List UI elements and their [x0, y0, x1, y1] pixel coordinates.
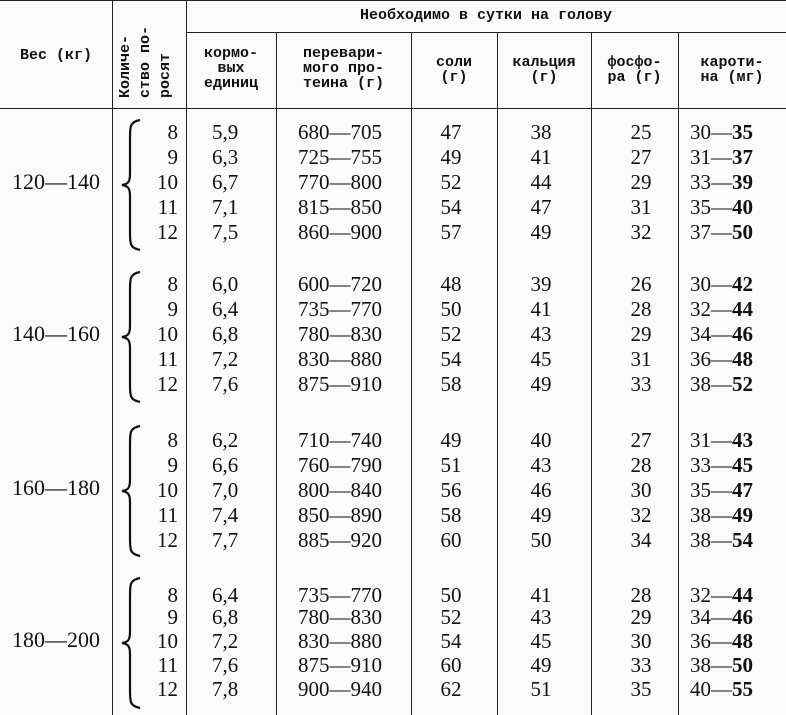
col-divider-salt	[497, 32, 498, 715]
header-phosphorus-line1: фосфо-	[607, 54, 662, 71]
header-calcium-line2: (г)	[530, 69, 558, 86]
salt-cell: 60	[440, 528, 462, 552]
feed-cell: 7,5	[212, 220, 239, 244]
protein-cell: 735—770	[298, 297, 382, 321]
salt-cell: 58	[440, 372, 462, 396]
protein-cell: 780—830	[298, 605, 382, 629]
carotene-cell	[690, 220, 753, 244]
piglets-cell: 8	[167, 272, 178, 296]
salt-cell: 50	[440, 583, 462, 607]
protein-cell: 725—755	[298, 145, 382, 169]
header-weight: Вес (кг)	[19, 47, 92, 64]
salt-cell: 50	[440, 297, 462, 321]
carotene-max: 44	[732, 297, 753, 321]
piglets-cell: 12	[157, 677, 178, 701]
header-phosphorus	[591, 55, 678, 85]
carotene-max: 46	[732, 605, 753, 629]
phosphorus-cell: 28	[630, 583, 652, 607]
salt-cell: 51	[440, 453, 462, 477]
piglets-cell: 9	[167, 453, 178, 477]
feed-cell: 6,8	[212, 605, 239, 629]
protein-cell: 900—940	[298, 677, 382, 701]
carotene-cell	[690, 503, 753, 527]
calcium-cell: 50	[530, 528, 552, 552]
weight-range: 180—200	[12, 627, 100, 652]
piglets-cell: 10	[157, 629, 178, 653]
header-calcium-line1: кальция	[512, 54, 576, 71]
table-top-rule	[0, 0, 786, 1]
phosphorus-cell: 32	[630, 220, 652, 244]
carotene-min: 36—	[690, 629, 732, 653]
header-protein	[276, 46, 411, 91]
piglets-cell: 12	[157, 372, 178, 396]
feed-cell: 7,4	[212, 503, 239, 527]
calcium-cell: 43	[530, 322, 552, 346]
header-phosphorus-line2: ра (г)	[607, 69, 662, 86]
header-feed-line2: вых	[217, 60, 245, 77]
salt-cell: 57	[440, 220, 462, 244]
header-feed-line1: кормо-	[203, 45, 258, 62]
piglets-cell: 12	[157, 528, 178, 552]
calcium-cell: 39	[530, 272, 552, 296]
protein-cell: 710—740	[298, 428, 382, 452]
piglets-cell: 11	[157, 503, 178, 527]
piglets-cell: 10	[157, 170, 178, 194]
feed-cell: 7,0	[212, 478, 239, 502]
carotene-max: 44	[732, 583, 753, 607]
salt-cell: 52	[440, 170, 462, 194]
carotene-max: 37	[732, 145, 753, 169]
header-carotene-line1: кароти-	[700, 54, 764, 71]
piglets-cell: 11	[157, 195, 178, 219]
carotene-min: 34—	[690, 322, 732, 346]
phosphorus-cell: 30	[630, 629, 652, 653]
col-divider-feed	[276, 32, 277, 715]
calcium-cell: 44	[530, 170, 552, 194]
phosphorus-cell: 28	[630, 297, 652, 321]
carotene-max: 45	[732, 453, 753, 477]
carotene-max: 50	[732, 653, 753, 677]
feed-cell: 7,6	[212, 653, 239, 677]
calcium-cell: 49	[530, 503, 552, 527]
protein-cell: 680—705	[298, 120, 382, 144]
feed-cell: 6,8	[212, 322, 239, 346]
carotene-max: 39	[732, 170, 753, 194]
feed-cell: 6,3	[212, 145, 239, 169]
protein-cell: 830—880	[298, 629, 382, 653]
carotene-min: 30—	[690, 272, 732, 296]
carotene-cell	[690, 272, 753, 296]
carotene-max: 40	[732, 195, 753, 219]
carotene-min: 38—	[690, 528, 732, 552]
piglets-cell: 9	[167, 145, 178, 169]
carotene-cell	[690, 120, 753, 144]
carotene-cell	[690, 428, 753, 452]
feed-cell: 6,2	[212, 428, 239, 452]
header-protein-line2: мого про-	[302, 60, 384, 77]
feed-cell: 6,6	[212, 453, 239, 477]
calcium-cell: 41	[530, 145, 552, 169]
feed-cell: 5,9	[212, 120, 239, 144]
header-piglets-line1: Количе-	[117, 34, 134, 98]
carotene-max: 46	[732, 322, 753, 346]
header-salt	[411, 55, 497, 85]
calcium-cell: 41	[530, 583, 552, 607]
carotene-min: 35—	[690, 478, 732, 502]
calcium-cell: 45	[530, 347, 552, 371]
phosphorus-cell: 30	[630, 478, 652, 502]
carotene-cell	[690, 605, 753, 629]
carotene-max: 43	[732, 428, 753, 452]
carotene-min: 34—	[690, 605, 732, 629]
weight-range: 140—160	[12, 321, 100, 346]
carotene-max: 50	[732, 220, 753, 244]
salt-cell: 47	[440, 120, 462, 144]
salt-cell: 54	[440, 629, 462, 653]
col-divider-calcium	[591, 32, 592, 715]
carotene-cell	[690, 453, 753, 477]
carotene-cell	[690, 653, 753, 677]
calcium-cell: 51	[530, 677, 552, 701]
carotene-max: 35	[732, 120, 753, 144]
weight-range: 120—140	[12, 169, 100, 194]
feed-cell: 7,8	[212, 677, 239, 701]
phosphorus-cell: 26	[630, 272, 652, 296]
phosphorus-cell: 28	[630, 453, 652, 477]
col-divider-protein	[411, 32, 412, 715]
calcium-cell: 46	[530, 478, 552, 502]
calcium-cell: 45	[530, 629, 552, 653]
weight-range: 160—180	[12, 475, 100, 500]
protein-cell: 780—830	[298, 322, 382, 346]
header-salt-line1: соли	[435, 54, 472, 71]
salt-cell: 58	[440, 503, 462, 527]
carotene-max: 48	[732, 629, 753, 653]
salt-cell: 52	[440, 605, 462, 629]
phosphorus-cell: 35	[630, 677, 652, 701]
carotene-cell	[690, 322, 753, 346]
salt-cell: 60	[440, 653, 462, 677]
phosphorus-cell: 25	[630, 120, 652, 144]
calcium-cell: 49	[530, 372, 552, 396]
phosphorus-cell: 27	[630, 428, 652, 452]
header-calcium	[497, 55, 591, 85]
phosphorus-cell: 31	[630, 195, 652, 219]
feed-cell: 7,1	[212, 195, 239, 219]
carotene-cell	[690, 478, 753, 502]
header-carotene-line2: на (мг)	[700, 69, 764, 86]
salt-cell: 62	[440, 677, 462, 701]
piglets-cell: 8	[167, 120, 178, 144]
protein-cell: 850—890	[298, 503, 382, 527]
salt-cell: 54	[440, 195, 462, 219]
piglets-cell: 8	[167, 583, 178, 607]
carotene-min: 40—	[690, 677, 732, 701]
carotene-cell	[690, 297, 753, 321]
phosphorus-cell: 33	[630, 653, 652, 677]
carotene-cell	[690, 195, 753, 219]
calcium-cell: 49	[530, 220, 552, 244]
phosphorus-cell: 27	[630, 145, 652, 169]
carotene-min: 37—	[690, 220, 732, 244]
col-divider-piglets	[186, 0, 187, 715]
header-feed-line3: единиц	[203, 75, 258, 92]
carotene-min: 32—	[690, 583, 732, 607]
piglets-cell: 10	[157, 478, 178, 502]
carotene-cell	[690, 583, 753, 607]
phosphorus-cell: 33	[630, 372, 652, 396]
salt-cell: 49	[440, 428, 462, 452]
col-divider-weight	[112, 0, 113, 715]
carotene-min: 33—	[690, 170, 732, 194]
carotene-cell	[690, 528, 753, 552]
salt-cell: 49	[440, 145, 462, 169]
carotene-min: 30—	[690, 120, 732, 144]
salt-cell: 52	[440, 322, 462, 346]
feed-cell: 6,0	[212, 272, 239, 296]
piglets-cell: 9	[167, 297, 178, 321]
feed-cell: 6,4	[212, 297, 239, 321]
salt-cell: 56	[440, 478, 462, 502]
carotene-max: 47	[732, 478, 753, 502]
piglets-cell: 8	[167, 428, 178, 452]
phosphorus-cell: 34	[630, 528, 652, 552]
protein-cell: 885—920	[298, 528, 382, 552]
protein-cell: 760—790	[298, 453, 382, 477]
carotene-min: 33—	[690, 453, 732, 477]
carotene-cell	[690, 372, 753, 396]
calcium-cell: 47	[530, 195, 552, 219]
protein-cell: 800—840	[298, 478, 382, 502]
carotene-cell	[690, 347, 753, 371]
calcium-cell: 49	[530, 653, 552, 677]
salt-cell: 54	[440, 347, 462, 371]
carotene-max: 42	[732, 272, 753, 296]
feed-cell: 6,7	[212, 170, 239, 194]
header-group: Необходимо в сутки на голову	[359, 7, 613, 24]
salt-cell: 48	[440, 272, 462, 296]
piglets-cell: 11	[157, 347, 178, 371]
carotene-cell	[690, 629, 753, 653]
carotene-max: 52	[732, 372, 753, 396]
header-carotene	[678, 55, 786, 85]
carotene-min: 32—	[690, 297, 732, 321]
carotene-min: 38—	[690, 503, 732, 527]
carotene-max: 49	[732, 503, 753, 527]
protein-cell: 815—850	[298, 195, 382, 219]
carotene-min: 31—	[690, 428, 732, 452]
header-piglets-line3: росят	[157, 52, 174, 98]
phosphorus-cell: 31	[630, 347, 652, 371]
col-divider-phosphorus	[678, 32, 679, 715]
calcium-cell: 43	[530, 453, 552, 477]
carotene-cell	[690, 145, 753, 169]
phosphorus-cell: 29	[630, 322, 652, 346]
piglets-cell: 12	[157, 220, 178, 244]
feed-cell: 7,2	[212, 347, 239, 371]
carotene-max: 55	[732, 677, 753, 701]
piglets-cell: 11	[157, 653, 178, 677]
header-piglets-line2: ство по-	[137, 25, 154, 98]
feed-cell: 7,6	[212, 372, 239, 396]
protein-cell: 735—770	[298, 583, 382, 607]
protein-cell: 860—900	[298, 220, 382, 244]
header-protein-line1: перевари-	[302, 45, 384, 62]
piglets-cell: 9	[167, 605, 178, 629]
carotene-min: 38—	[690, 653, 732, 677]
carotene-cell	[690, 677, 753, 701]
carotene-min: 35—	[690, 195, 732, 219]
phosphorus-cell: 32	[630, 503, 652, 527]
phosphorus-cell: 29	[630, 605, 652, 629]
feed-cell: 7,2	[212, 629, 239, 653]
header-protein-line3: теина (г)	[302, 75, 384, 92]
feed-cell: 6,4	[212, 583, 239, 607]
carotene-min: 31—	[690, 145, 732, 169]
phosphorus-cell: 29	[630, 170, 652, 194]
header-bottom-rule	[0, 108, 786, 109]
carotene-max: 54	[732, 528, 753, 552]
carotene-min: 38—	[690, 372, 732, 396]
carotene-max: 48	[732, 347, 753, 371]
protein-cell: 875—910	[298, 653, 382, 677]
header-feed	[186, 46, 276, 91]
protein-cell: 830—880	[298, 347, 382, 371]
protein-cell: 600—720	[298, 272, 382, 296]
calcium-cell: 40	[530, 428, 552, 452]
carotene-cell	[690, 170, 753, 194]
header-salt-line2: (г)	[440, 69, 468, 86]
feed-cell: 7,7	[212, 528, 239, 552]
carotene-min: 36—	[690, 347, 732, 371]
calcium-cell: 43	[530, 605, 552, 629]
calcium-cell: 38	[530, 120, 552, 144]
protein-cell: 875—910	[298, 372, 382, 396]
protein-cell: 770—800	[298, 170, 382, 194]
piglets-cell: 10	[157, 322, 178, 346]
calcium-cell: 41	[530, 297, 552, 321]
